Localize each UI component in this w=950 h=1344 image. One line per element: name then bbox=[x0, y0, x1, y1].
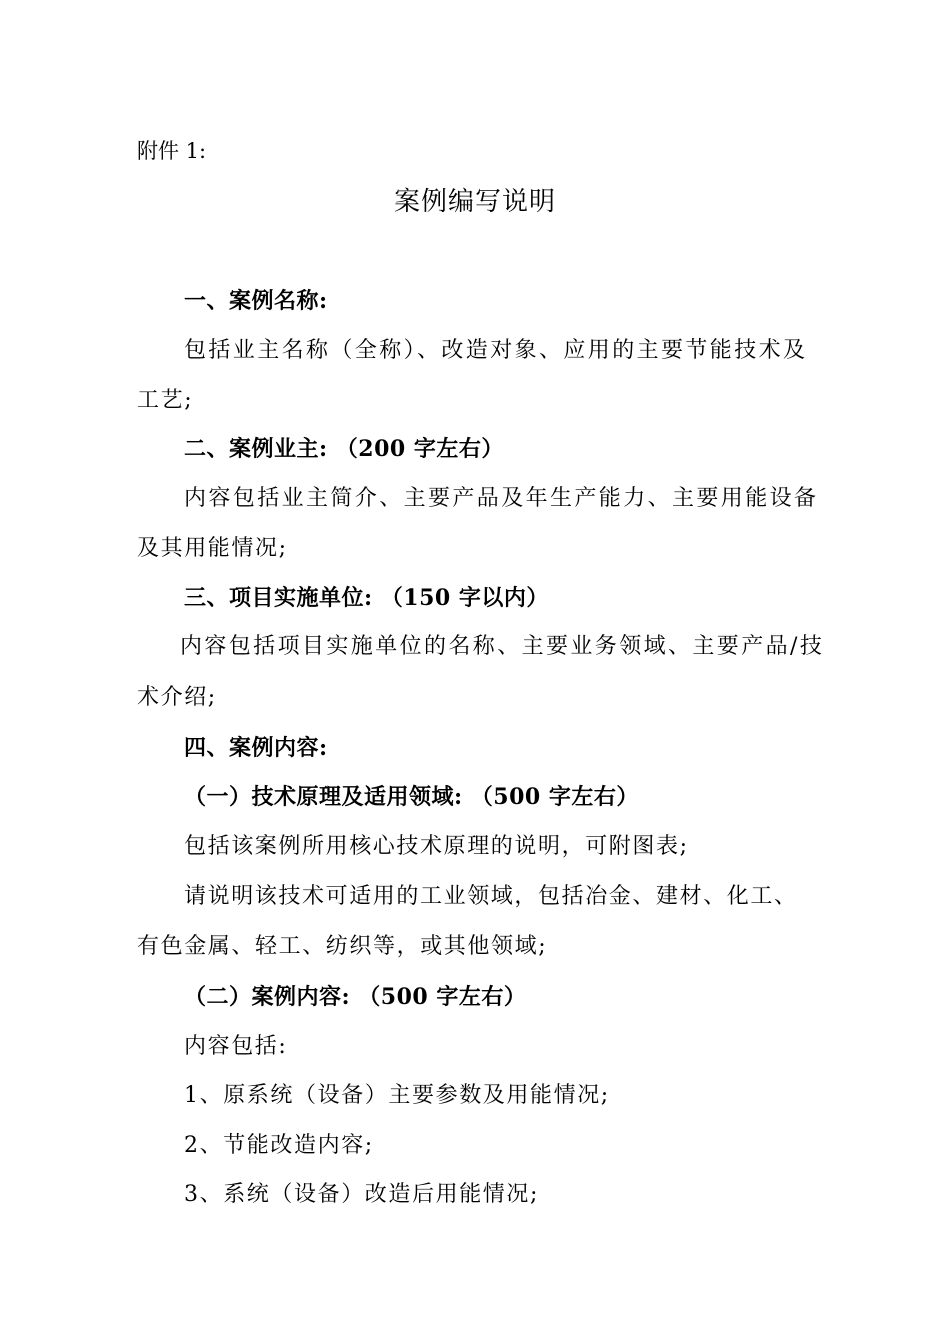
list-item: 1、原系统（设备）主要参数及用能情况; bbox=[184, 1083, 610, 1108]
section-1-text-line-1: 包括业主名称（全称）、改造对象、应用的主要节能技术及 bbox=[184, 338, 808, 363]
page-title: 案例编写说明 bbox=[393, 187, 556, 217]
section-3-text-line-2: 术介绍; bbox=[137, 685, 217, 710]
section-4-heading: 四、案例内容: bbox=[184, 735, 328, 761]
section-4-1-heading: （一）技术原理及适用领域: （500 字左右） bbox=[184, 784, 639, 810]
section-2-text-line-2: 及其用能情况; bbox=[137, 536, 288, 561]
section-2-heading: 二、案例业主: （200 字左右） bbox=[184, 436, 504, 462]
section-4-1-text-line-1: 包括该案例所用核心技术原理的说明，可附图表; bbox=[184, 834, 689, 859]
section-3-text-line-1: 内容包括项目实施单位的名称、主要业务领域、主要产品/技 bbox=[180, 634, 825, 659]
section-3-heading: 三、项目实施单位: （150 字以内） bbox=[184, 585, 549, 611]
section-1-heading: 一、案例名称: bbox=[184, 288, 328, 314]
list-item: 2、节能改造内容; bbox=[184, 1133, 374, 1158]
section-2-text-line-1: 内容包括业主简介、主要产品及年生产能力、主要用能设备 bbox=[184, 486, 819, 511]
section-4-2-heading: （二）案例内容: （500 字左右） bbox=[184, 984, 527, 1010]
list-item: 3、系统（设备）改造后用能情况; bbox=[184, 1182, 540, 1207]
attachment-label: 附件 1: bbox=[137, 139, 207, 163]
section-4-1-text-line-3: 有色金属、轻工、纺织等，或其他领域; bbox=[137, 934, 548, 959]
section-4-2-intro: 内容包括: bbox=[184, 1034, 288, 1059]
section-1-text-line-2: 工艺; bbox=[137, 388, 194, 413]
section-4-1-text-line-2: 请说明该技术可适用的工业领域，包括冶金、建材、化工、 bbox=[184, 884, 798, 909]
